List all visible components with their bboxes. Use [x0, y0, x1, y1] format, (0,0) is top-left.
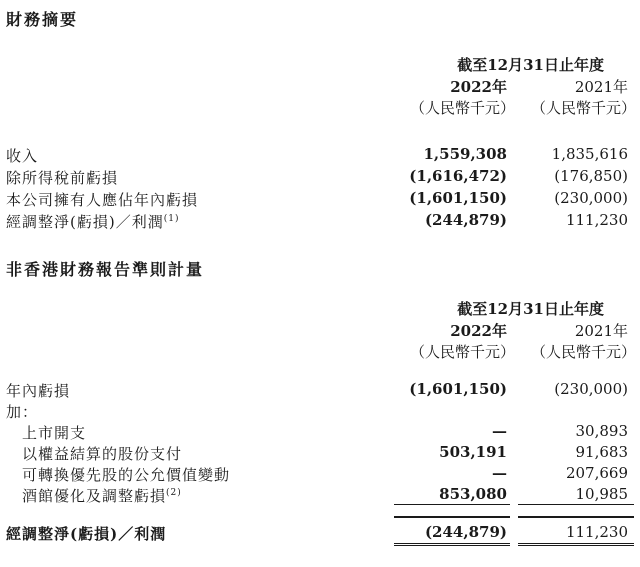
row-label-text: 經調整淨(虧損)／利潤: [6, 213, 164, 231]
row-label: 除所得稅前虧損: [6, 169, 119, 187]
column-header-2021: 2021年: [574, 78, 628, 96]
row-label: 收入: [6, 147, 39, 165]
value-2021: 10,985: [575, 485, 628, 503]
subtotal-rule-2021: [518, 504, 634, 505]
total-top-rule-2021: [518, 516, 634, 518]
value-2021: 1,835,616: [551, 145, 628, 163]
total-value-2021: 111,230: [565, 523, 628, 541]
total-row-label: 經調整淨(虧損)／利潤: [6, 525, 167, 543]
value-2021: (176,850): [554, 167, 628, 185]
total-double-rule-2022: [394, 543, 510, 548]
value-2021: 30,893: [575, 422, 628, 440]
subtotal-rule-2022: [394, 504, 510, 505]
unit-label-2022: （人民幣千元）: [409, 99, 515, 117]
section-title-non-hkfrs: 非香港財務報告準則計量: [6, 260, 205, 279]
period-header: 截至12月31日止年度: [457, 300, 604, 318]
value-2022: (1,601,150): [409, 189, 507, 207]
add-label: 加：: [6, 403, 39, 421]
value-2021: (230,000): [554, 380, 628, 398]
footnote-marker: (2): [166, 488, 182, 498]
row-label: 以權益結算的股份支付: [22, 445, 183, 463]
value-2022: —: [492, 422, 507, 440]
unit-label-2021: （人民幣千元）: [530, 343, 636, 361]
row-label: 年內虧損: [6, 382, 71, 400]
value-2021: 207,669: [565, 464, 628, 482]
row-label: [6, 211, 179, 232]
column-header-2022: 2022年: [450, 322, 507, 340]
unit-label-2021: （人民幣千元）: [530, 99, 636, 117]
total-value-2022: (244,879): [424, 523, 507, 541]
row-label: 上市開支: [22, 424, 87, 442]
unit-label-2022: （人民幣千元）: [409, 343, 515, 361]
row-label: [22, 485, 182, 506]
row-label-text: 酒館優化及調整虧損: [22, 487, 167, 505]
footnote-marker: (1): [163, 214, 180, 224]
total-top-rule-2022: [394, 516, 510, 518]
row-label: 本公司擁有人應佔年內虧損: [6, 191, 199, 209]
value-2021: (230,000): [554, 189, 628, 207]
total-double-rule-2021: [518, 543, 634, 548]
value-2022: (1,601,150): [409, 380, 507, 398]
value-2022: 503,191: [439, 443, 507, 461]
column-header-2021: 2021年: [574, 322, 628, 340]
value-2022: —: [492, 464, 507, 482]
value-2022: 853,080: [439, 485, 507, 503]
section-title-financial-summary: 財務摘要: [6, 10, 79, 29]
period-header: 截至12月31日止年度: [457, 56, 604, 74]
value-2022: (244,879): [424, 211, 507, 229]
value-2021: 91,683: [575, 443, 628, 461]
column-header-2022: 2022年: [450, 78, 507, 96]
row-label: 可轉換優先股的公允價值變動: [22, 466, 231, 484]
value-2022: 1,559,308: [423, 145, 507, 163]
value-2022: (1,616,472): [409, 167, 507, 185]
value-2021: 111,230: [565, 211, 628, 229]
